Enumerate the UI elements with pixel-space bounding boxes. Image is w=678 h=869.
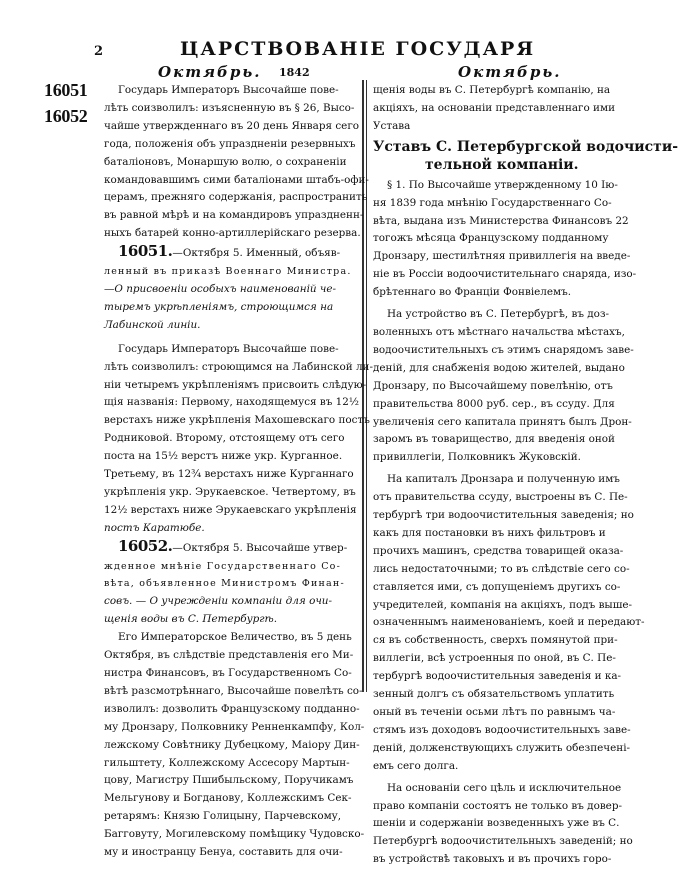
text-line: Его Императорское Величество, въ 5 день <box>118 631 352 644</box>
paragraph <box>373 306 634 467</box>
text-line: щенія воды въ С. Петербургѣ. <box>104 613 277 626</box>
left-column <box>104 82 373 862</box>
text-line: въ устройствѣ таковыхъ и въ прочихъ горо- <box>373 853 612 866</box>
text-line: въ равной мѣрѣ и на командировъ упраздненн- <box>104 209 364 222</box>
text-line: укрѣпленія укр. Эрукаевское. Четвертому, въ <box>104 485 356 498</box>
text-line: —Октября 5. Именный, объяв- <box>172 247 341 260</box>
text-line: лежскому Совѣтнику Дубецкому, Маіору Дин- <box>104 738 360 751</box>
text-line: стямъ изъ доходовъ водоочистительныхъ заве- <box>373 723 631 736</box>
text-line: 12½ верстахъ ниже Эрукаевскаго укрѣпленія <box>104 503 357 516</box>
text-line: На основаніи сего цѣль и исключительное <box>387 781 622 794</box>
text-line: изволилъ: дозволить Французскому подданно- <box>104 702 360 715</box>
text-line: —Октября 5. Высочайше утвер- <box>172 541 348 554</box>
paragraph <box>373 471 645 775</box>
text-line: ныхъ батарей конно-артиллерійскаго резерва. <box>104 227 361 240</box>
text-line: года, положенія объ упраздненіи резервныхъ <box>104 137 356 150</box>
text-line: ніе въ Россіи водоочистительнаго снаряда, изо- <box>373 268 637 281</box>
text-line: деній, долженствующихъ служить обезпечені- <box>373 741 631 754</box>
margin-number: 16052 <box>44 106 88 126</box>
text-line: поста на 15½ верстъ ниже укр. Курганное. <box>104 450 343 463</box>
paragraph-decree-16051 <box>104 341 373 538</box>
entry-number: 16051. <box>118 242 173 261</box>
text-line: учредителей, компанія на акціяхъ, подъ выше- <box>373 598 633 611</box>
year: 1842 <box>279 66 310 79</box>
text-line: лись недостаточными; то въ слѣдствіе сего со- <box>373 562 630 575</box>
text-line: Государь Императоръ Высочайше пове- <box>118 342 339 355</box>
text-line: акціяхъ, на основаніи представленнаго ими <box>373 101 615 114</box>
text-line: правительства 8000 руб. сер., въ ссуду. Для <box>373 397 615 410</box>
text-line: Мельгунову и Богданову, Коллежскимъ Сек- <box>104 792 352 805</box>
text-line: шеніи и содержаніи возведенныхъ уже въ С. <box>373 817 620 830</box>
paragraph <box>373 780 633 869</box>
running-title: ЦАРСТВОВАНІЕ ГОСУДАРЯ <box>180 38 536 60</box>
text-line: деній, для снабженія водою жителей, выдано <box>373 361 625 374</box>
text-line: Устава <box>373 119 411 132</box>
text-line: емъ сего долга. <box>373 759 459 772</box>
text-line: лѣть соизволилъ: изъясненную въ § 26, Высо- <box>104 101 355 114</box>
text-line: командовавшимъ сими баталіонами штабъ-офи- <box>104 173 369 186</box>
heading-line: тельной компаніи. <box>425 156 579 173</box>
text-line: какъ для постановки въ нихъ фильтровъ и <box>373 526 606 539</box>
statute-heading <box>373 138 678 174</box>
text-line: постъ Каратюбе. <box>104 521 205 534</box>
text-line: ся въ собственность, сверхъ помянутой при- <box>373 634 618 647</box>
text-line: § 1. По Высочайше утвержденному 10 Ію- <box>387 178 618 191</box>
text-line: привиллегіи, Полковникъ Жуковскій. <box>373 451 581 464</box>
text-line: На устройство въ С. Петербургѣ, въ доз- <box>387 308 610 321</box>
text-line: Петербургѣ водоочистительныхъ заведеній; но <box>373 835 633 848</box>
margin-number: 16051 <box>44 80 88 100</box>
paragraph-section-1 <box>373 177 637 302</box>
text-line: оный въ теченіи осьми лѣтъ по равнымъ ча- <box>373 706 616 718</box>
paragraph-decree-16052 <box>104 629 365 862</box>
text-line: Родниковой. Второму, отстоящему отъ сего <box>104 432 345 445</box>
right-column <box>373 82 678 869</box>
entry-number: 16052. <box>118 536 173 555</box>
text-line: чайше утвержденнаго въ 20 день Января сего <box>104 119 360 132</box>
text-line: увеличенія сего капитала принятъ былъ Дрон- <box>373 415 632 428</box>
text-line: ретарямъ: Князю Голицыну, Парчевскому, <box>104 810 342 823</box>
text-line: щенія воды въ С. Петербургѣ компанію, на <box>373 84 611 96</box>
text-line: вѣта, объявленное Министромъ Финан- <box>104 578 345 590</box>
month-right: Октябрь. <box>458 63 562 81</box>
text-line: Октября, въ слѣдствіе представленія его Ми- <box>104 649 354 662</box>
text-line: прочихъ машинъ, средства товарищей оказа- <box>373 544 624 557</box>
text-line: тербургѣ водоочистительныя заведенія и ка- <box>373 670 622 683</box>
text-line: —О присвоеніи особыхъ наименованій че- <box>104 282 337 295</box>
text-line: щія названія: Первому, находящемуся въ 12½ <box>104 396 359 409</box>
text-line: Третьему, въ 12¾ верстахъ ниже Курганнаго <box>104 468 354 481</box>
text-line: ленный въ приказѣ Военнаго Министра. <box>104 266 352 278</box>
text-line: лѣть соизволилъ: строющимся на Лабинской ли- <box>104 360 373 373</box>
entry-16052-heading <box>104 536 348 630</box>
text-line: тыремъ укрѣпленіямъ, строющимся на <box>104 300 334 313</box>
text-line: ніи четыремъ укрѣпленіямъ присвоить слѣдую- <box>104 378 367 391</box>
text-line: виллегіи, всѣ устроенныя по оной, въ С. Пе- <box>373 652 616 665</box>
text-line: На капиталъ Дронзара и полученную имъ <box>387 473 620 486</box>
text-line: гильштету, Коллежскому Ассесору Мартын- <box>104 756 350 769</box>
text-line: вѣтѣ разсмотрѣннаго, Высочайше повелѣть со- <box>104 684 363 697</box>
text-line: Дронзару, по Высочайшему повелѣнію, отъ <box>373 379 613 392</box>
text-line: ня 1839 года мнѣнію Государственнаго Со- <box>373 196 612 209</box>
entry-16051-heading <box>104 242 352 335</box>
text-line: церамъ, прежняго содержанія, распространить <box>104 191 368 204</box>
paragraph-continued <box>373 82 615 136</box>
text-line: зенный долгъ съ обязательствомъ уплатить <box>373 688 615 701</box>
text-line: воленныхъ отъ мѣстнаго начальства мѣстахъ, <box>373 325 625 338</box>
text-line: брѣтеннаго во Франціи Фонвіелемъ. <box>373 286 572 299</box>
text-line: тогожъ мѣсяца Французскому подданному <box>373 232 609 245</box>
text-line: жденное мнѣніе Государственнаго Со- <box>104 560 342 572</box>
text-line: заромъ въ товарищество, для введенія оной <box>373 433 615 446</box>
text-line: тербургѣ три водоочистительныя заведенія; но <box>373 509 634 522</box>
text-line: совъ. — О учрежденіи компаніи для очи- <box>104 595 332 608</box>
text-line: Дронзару, шестилѣтняя привиллегія на введе- <box>373 250 631 263</box>
text-line: водоочистительныхъ съ этимъ снарядомъ заве- <box>373 343 634 356</box>
text-line: означеннымъ наименованіемъ, коей и передают- <box>373 616 645 629</box>
text-line: цову, Магистру Пшибыльскому, Поручикамъ <box>104 774 354 787</box>
text-line: баталіоновъ, Монаршую волю, о сохраненіи <box>104 155 347 168</box>
text-line: ставляется ими, съ допущеніемъ другихъ со- <box>373 580 621 593</box>
text-line: вѣта, выдана изъ Министерства Финансовъ 22 <box>373 214 629 227</box>
paragraph-decree-1 <box>104 82 369 243</box>
text-line: Лабинской линіи. <box>104 318 201 331</box>
text-line: му Дронзару, Полковнику Ренненкампфу, Кол- <box>104 720 365 733</box>
text-line: му и иностранцу Бенуа, составить для очи- <box>104 846 343 859</box>
text-line: Государь Императоръ Высочайше пове- <box>118 84 339 96</box>
text-line: нистра Финансовъ, въ Государственномъ Со- <box>104 667 352 679</box>
heading-line: Уставъ С. Петербургской водочисти- <box>373 138 678 155</box>
text-line: отъ правительства ссуду, выстроены въ С. Пе- <box>373 491 628 504</box>
text-line: Багговуту, Могилевскому помѣщику Чудовско- <box>104 828 365 841</box>
text-line: верстахъ ниже укрѣпленія Махошевскаго постъ <box>104 414 370 427</box>
page-number: 2 <box>94 44 104 59</box>
month-left: Октябрь. <box>158 63 262 81</box>
text-line: право компаніи состоятъ не только въ довер- <box>373 799 622 812</box>
